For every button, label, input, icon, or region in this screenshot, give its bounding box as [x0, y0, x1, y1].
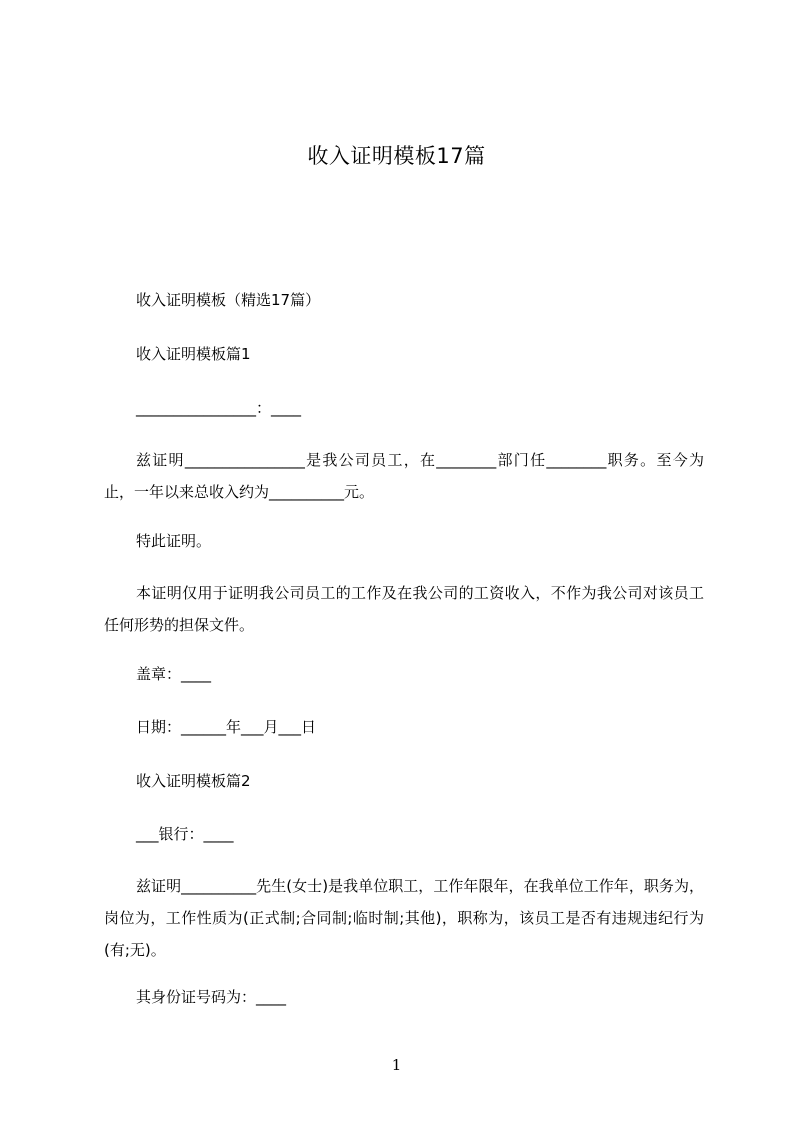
employment-paragraph: 兹证明__________先生(女士)是我单位职工，工作年限年，在我单位工作年，职务为，岗位为，工作性质为(正式制;合同制;临时制;其他)，职称为，该员工是否有违规违纪行为(有;无)。 [104, 877, 704, 959]
id-number-line: 其身份证号码为：____ [136, 988, 287, 1006]
date-line: 日期：______年___月___日 [136, 718, 317, 736]
recipient-line: ________________：____ [136, 399, 302, 417]
bank-line: ___银行：____ [136, 825, 234, 843]
subtitle: 收入证明模板（精选17篇） [136, 291, 321, 309]
section-heading-1: 收入证明模板篇1 [136, 345, 251, 363]
page-number: 1 [391, 1056, 402, 1074]
certification-paragraph: 兹证明________________是我公司员工，在________部门任________职务。至今为止，一年以来总收入约为__________元。 [104, 451, 704, 501]
section-heading-2: 收入证明模板篇2 [136, 772, 251, 790]
closing-statement: 特此证明。 [136, 532, 212, 550]
usage-disclaimer-paragraph: 本证明仅用于证明我公司员工的工作及在我公司的工资收入，不作为我公司对该员工任何形势的担保文件。 [104, 584, 704, 634]
seal-line: 盖章：____ [136, 665, 212, 683]
document-title: 收入证明模板17篇 [307, 144, 486, 168]
